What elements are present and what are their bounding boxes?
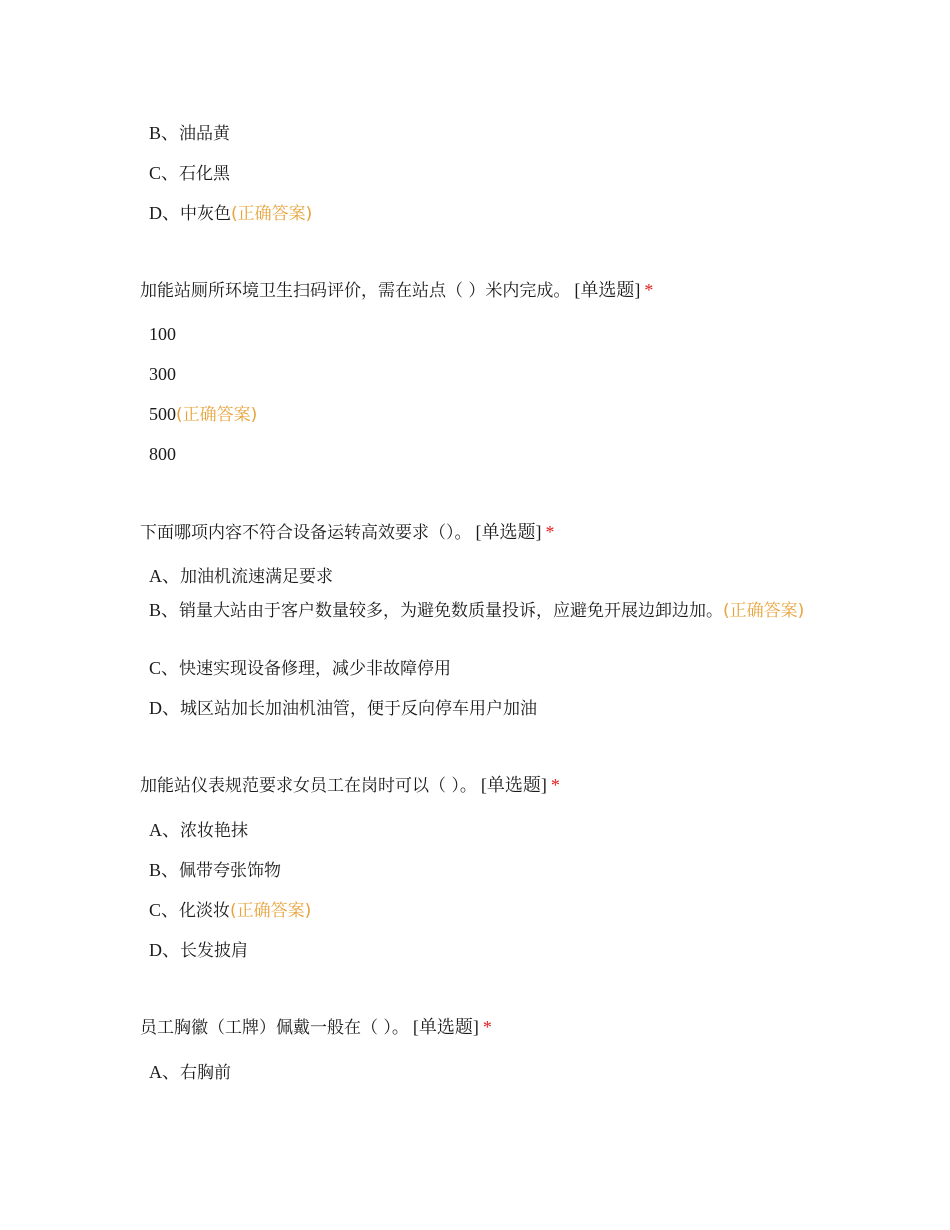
option-prefix: A、 bbox=[149, 566, 180, 586]
option-text: 佩带夸张饰物 bbox=[179, 861, 282, 881]
question-text: 下面哪项内容不符合设备运转高效要求（）。 bbox=[140, 523, 472, 543]
question-type-label: [单选题] bbox=[412, 1017, 479, 1037]
option-q1-4 bbox=[149, 442, 809, 468]
question-text: 员工胸徽（工牌）佩戴一般在（ ）。 bbox=[140, 1018, 409, 1038]
question-text: 加能站仪表规范要求女员工在岗时可以（ ）。 bbox=[140, 776, 477, 796]
option-prefix: C、 bbox=[149, 163, 180, 183]
required-marker: * bbox=[545, 522, 555, 542]
option-prefix: A、 bbox=[149, 1062, 180, 1082]
question-type-label: [单选题] bbox=[475, 522, 542, 542]
option-q3-a bbox=[149, 818, 809, 844]
question-type-label: [单选题] bbox=[480, 775, 547, 795]
question-text: 加能站厕所环境卫生扫码评价，需在站点（ ）米内完成。 bbox=[140, 281, 571, 301]
option-text: 快速实现设备修理，减少非故障停用 bbox=[179, 659, 452, 679]
option-q3-b bbox=[149, 858, 809, 884]
question-title bbox=[140, 1015, 820, 1040]
option-prefix: B、 bbox=[149, 860, 180, 880]
question-title bbox=[140, 520, 820, 545]
option-q3-d bbox=[149, 938, 809, 964]
correct-answer-marker: (正确答案) bbox=[230, 901, 312, 921]
question-title bbox=[140, 278, 820, 303]
option-text: 右胸前 bbox=[180, 1063, 231, 1083]
option-prefix: 800 bbox=[149, 444, 176, 464]
required-marker: * bbox=[482, 1017, 492, 1037]
option-text: 油品黄 bbox=[179, 124, 231, 144]
option-prefix: D、 bbox=[149, 698, 180, 718]
option-q2-d bbox=[149, 696, 809, 722]
option-prefix: 100 bbox=[149, 324, 176, 344]
option-text: 浓妆艳抹 bbox=[180, 821, 248, 841]
option-prefix: A、 bbox=[149, 820, 180, 840]
option-q2-c bbox=[149, 656, 809, 682]
option-prefix: B、 bbox=[149, 600, 180, 620]
option-prefix: D、 bbox=[149, 203, 180, 223]
question-title bbox=[140, 773, 820, 798]
option-text: 城区站加长加油机油管，便于反向停车用户加油 bbox=[180, 699, 537, 719]
question-type-label: [单选题] bbox=[574, 280, 641, 300]
option-q1-2 bbox=[149, 362, 809, 388]
option-prefix: 500 bbox=[149, 404, 176, 424]
option-prefix: 300 bbox=[149, 364, 176, 384]
option-b0-b bbox=[149, 121, 809, 147]
option-text: 加油机流速满足要求 bbox=[180, 567, 333, 587]
required-marker: * bbox=[644, 280, 654, 300]
option-q1-3 bbox=[149, 402, 809, 428]
required-marker: * bbox=[550, 775, 560, 795]
option-q3-c bbox=[149, 898, 809, 924]
option-text: 石化黑 bbox=[179, 164, 231, 184]
option-prefix: C、 bbox=[149, 658, 180, 678]
option-prefix: C、 bbox=[149, 900, 180, 920]
option-q1-1 bbox=[149, 322, 809, 348]
option-q2-a bbox=[149, 564, 809, 590]
option-text: 中灰色 bbox=[180, 204, 231, 224]
option-text: 化淡妆 bbox=[179, 901, 231, 921]
option-b0-c bbox=[149, 161, 809, 187]
option-text: 长发披肩 bbox=[180, 941, 248, 961]
option-text: 销量大站由于客户数量较多，为避免数质量投诉，应避免开展边卸边加。 bbox=[179, 601, 724, 621]
correct-answer-marker: (正确答案) bbox=[176, 405, 258, 425]
option-b0-d bbox=[149, 201, 809, 227]
correct-answer-marker: (正确答案) bbox=[723, 601, 805, 621]
correct-answer-marker: (正确答案) bbox=[231, 204, 313, 224]
option-prefix: B、 bbox=[149, 123, 180, 143]
option-q4-a bbox=[149, 1060, 809, 1086]
option-prefix: D、 bbox=[149, 940, 180, 960]
option-q2-b bbox=[149, 598, 809, 624]
